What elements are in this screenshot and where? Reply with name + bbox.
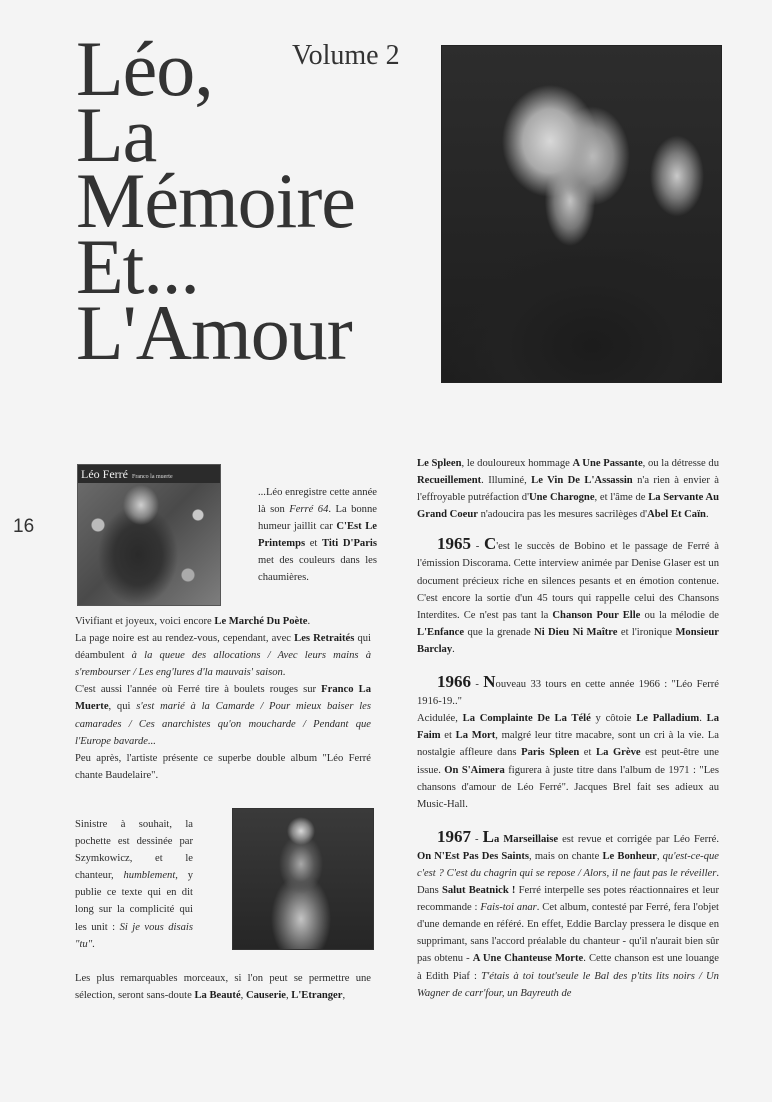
- rich-text: [258, 484, 377, 587]
- year-section-1967: 1967 - La Marseillaise est revue et corrigée par Léo Ferré. On N'Est Pas Des Saints, mais on chante Le Bonheur, qu'est-ce-que c'est ? C'est du chagrin qui se repose / Alors, il ne faut pas le réveiller. Dans Salut Beatnick ! Ferré interpelle ses potes réactionnaires et leur recommande : Fais-toi anar. Cet album, contesté par Ferré, fera l'objet d'une demande en référé. En effet, Eddie Barclay pressera le disque en supprimant, sans l'accord préalable du chanteur - qu'il n'aurait bien sûr pas obtenu - A Une Chanteuse Morte. Cette chanson est une louange à Edith Piaf : T'étais à toi tout'seule le Bal des p'tits lits noirs / Un Wagner de carr'four, un Bayreuth de: [417, 826, 720, 999]
- text-run: .: [705, 509, 709, 521]
- title-line: La: [76, 91, 157, 178]
- text-run: ,: [656, 850, 663, 862]
- text-run: .: [699, 713, 707, 725]
- song-title: Le Bonheur: [602, 850, 657, 862]
- album-cover-franco-la-muerte: [77, 464, 221, 606]
- song-title: Franco La Muerte: [75, 684, 371, 713]
- paragraph: [75, 681, 371, 749]
- song-title: La Complainte De La Télé: [462, 713, 591, 725]
- text-run: est revue et corrigée par Léo Ferré.: [558, 833, 719, 845]
- text-run: ,: [342, 990, 346, 1002]
- song-title: La Mort: [455, 730, 496, 742]
- song-title: Les Retraités: [294, 633, 355, 645]
- title-line: Léo,: [76, 25, 213, 112]
- rich-text: [75, 970, 371, 1004]
- left-column-text: [75, 613, 371, 784]
- volume-label: Volume 2: [292, 40, 400, 71]
- song-title: On S'Aimera: [444, 764, 505, 776]
- text-run: Les plus remarquables morceaux, si l'on peut se permettre une sélection, seront sans-doute: [75, 973, 371, 1002]
- text-run: Vivifiant et joyeux, voici encore: [75, 616, 215, 627]
- album-cover-baudelaire: [232, 808, 374, 950]
- text-run: .: [452, 643, 455, 655]
- text-run: Sinistre à souhait, la pochette est dessinée par Szymkowicz, et le chanteur,: [75, 819, 193, 882]
- paragraph: [75, 630, 371, 681]
- text-run: .: [307, 616, 311, 627]
- song-title: Salut Beatnick !: [441, 885, 516, 897]
- text-run: , le douloureux hommage: [461, 458, 573, 469]
- text-run: et: [579, 747, 597, 759]
- album-artist: Léo Ferré: [81, 467, 128, 481]
- text-run: , ou la détresse du: [642, 458, 719, 469]
- song-title: A Une Passante: [572, 458, 643, 469]
- song-title: C'Est Le Printemps: [258, 521, 377, 550]
- song-title: a: [493, 833, 504, 845]
- year-text: [417, 679, 719, 810]
- song-title: Une Charogne: [529, 492, 595, 504]
- song-title: A Une Chanteuse Morte: [472, 953, 584, 965]
- text-run: .: [92, 938, 95, 950]
- paragraph: [75, 750, 371, 784]
- sinistre-paragraph: [75, 816, 193, 953]
- song-title: La Beauté: [194, 990, 241, 1002]
- song-title: Le Vin De L'Assassin: [531, 475, 633, 487]
- text-run: . Dans: [417, 867, 719, 897]
- text-run: La page noire est au rendez-vous, cependant, avec: [75, 633, 295, 645]
- song-title: Ni Dieu Ni Maître: [534, 626, 618, 638]
- text-run: , et l'âme de: [594, 492, 649, 504]
- song-title: Abel Et Caïn: [647, 509, 706, 521]
- text-run: . Cet album, contesté par Ferré, fera l'objet d'une demande en référé. En effet, Eddie Barclay pressera le disque en supprimant, sans l'accord préalable du chanteur - qu'il n'aurait bien sûr pas obtenu -: [417, 902, 719, 965]
- text-run: figurera à juste titre dans l'album de 1971 : "Les chansons d'amour de Léo Ferré". Jacques Brel fait ses adieux au Music-Hall.: [417, 764, 719, 810]
- text-run: n'a rien à envier à l'effroyable putréfaction d': [417, 475, 720, 504]
- text-run: . Cette chanson est une louange à Edith Piaf :: [417, 953, 719, 982]
- text-run: ,: [285, 990, 292, 1002]
- year-text: [417, 541, 719, 655]
- album-cover-header: [78, 465, 220, 483]
- text-run: Acidulée,: [417, 713, 463, 725]
- page-number: 16: [13, 516, 35, 537]
- year-heading: 1965: [437, 534, 471, 554]
- main-photo: [441, 45, 722, 383]
- song-title: Le Spleen: [417, 458, 462, 469]
- song-title: La Grève: [596, 747, 641, 759]
- text-run: . La bonne humeur jaillit car: [258, 504, 377, 533]
- quote: T'étais à toi tout'seule le Bal des p'tits lits noirs / Un Wagner de carr'four, un Bayreuth de: [417, 970, 719, 999]
- text-run: qui déambulent: [75, 633, 371, 662]
- title-line: Mémoire: [76, 157, 355, 244]
- text-run: , qui: [108, 701, 137, 713]
- song-title: L'Etranger: [291, 990, 343, 1002]
- dropcap: L: [482, 826, 494, 846]
- text-run: , y publie ce texte qui en dit long sur la complicité qui les unit :: [75, 870, 193, 933]
- text-run: , malgré leur titre macabre, sont un cri à la vie. La nostalgie affleure dans: [417, 730, 719, 759]
- text-run: 'est le succès de Bobino et le passage de Ferré à l'émission Discorama. Cette interview animée par Denise Glaser est un document précieux riche en silences pesants et en émotion contenue. C'est encore la sortie d'un 45 tours qui rappelle celui des Chansons Interdites. Ce n'est pas tant la: [417, 541, 719, 621]
- quote: Ferré 64: [289, 504, 329, 516]
- song-title: Monsieur Barclay: [417, 626, 719, 655]
- song-title: Recueillement: [417, 475, 482, 487]
- song-title: La Faim: [417, 713, 719, 742]
- quote: à la queue des allocations / Avec leurs mains à s'rembourser / Les eng'lures d'la mauvais' saison: [75, 650, 371, 679]
- song-title: L'Enfance: [417, 626, 465, 638]
- year-text: [417, 834, 719, 999]
- song-title: Marseillaise: [503, 833, 559, 845]
- song-title: On N'Est Pas Des Saints: [417, 850, 530, 862]
- text-run: , mais on chante: [529, 850, 603, 862]
- quote: humblement: [123, 870, 176, 882]
- year-section-1965: 1965 - C'est le succès de Bobino et le passage de Ferré à l'émission Discorama. Cette interview animée par Denise Glaser est un document précieux riche en silences pesants et en émotion contenue. C'est encore la sortie d'un 45 tours qui rappelle celui des Chansons Interdites. Ce n'est pas tant la Chanson Pour Elle ou la mélodie de L'Enfance que la grenade Ni Dieu Ni Maître et l'ironique Monsieur Barclay.: [417, 534, 719, 655]
- song-title: Paris Spleen: [521, 747, 580, 759]
- text-run: ,: [240, 990, 246, 1002]
- right-column-text: [417, 455, 719, 1002]
- text-run: Peu après, l'artiste présente ce superbe double album "Léo Ferré chante Baudelaire".: [75, 752, 371, 781]
- text-run: C'est aussi l'année où Ferré tire à boulets rouges sur: [75, 684, 322, 696]
- text-run: ou la mélodie de: [640, 609, 719, 621]
- text-run: n'adoucira pas les mesures sacrilèges d': [477, 509, 648, 521]
- song-title: Causerie: [245, 990, 286, 1002]
- song-title: La Servante Au Grand Coeur: [417, 492, 719, 521]
- quote: qu'est-ce-que c'est ? C'est du chagrin qui se repose / Alors, il ne faut pas le réveiller: [417, 850, 720, 879]
- song-title: Titi D'Paris: [321, 538, 377, 550]
- text-run: met des couleurs dans les chaumières.: [258, 555, 377, 584]
- dropcap: N: [483, 672, 496, 692]
- title-line: L'Amour: [76, 289, 352, 376]
- text-run: . Illuminé,: [481, 475, 532, 487]
- text-run: Ferré interpelle ses potes réactionnaires et leur recommande :: [417, 885, 719, 914]
- text-run: .: [282, 667, 286, 679]
- year-section-1966: 1966 - Nouveau 33 tours en cette année 1966 : "Léo Ferré 1916-19.." Acidulée, La Complainte De La Télé y côtoie Le Palladium. La Faim et La Mort, malgré leur titre macabre, sont un cri à la vie. La nostalgie affleure dans Paris Spleen et La Grève est peut-être une issue. On S'Aimera figurera à juste titre dans l'album de 1971 : "Les chansons d'amour de Léo Ferré". Jacques Brel fait ses adieux au Music-Hall.: [417, 672, 719, 810]
- album-subtitle: Franco la muerte: [131, 474, 173, 480]
- text-run: et: [305, 538, 322, 550]
- text-run: que la grenade: [464, 626, 535, 638]
- year-heading: 1966: [437, 672, 471, 692]
- rich-text: [75, 816, 193, 953]
- text-run: et l'ironique: [617, 626, 676, 638]
- song-title: Le Palladium: [636, 713, 700, 725]
- continuation-paragraph: [417, 455, 719, 523]
- title-line: Et...: [76, 223, 199, 310]
- paragraph: [75, 613, 371, 630]
- year-heading: 1967: [437, 826, 471, 846]
- quote: Si je vous disais "tu": [75, 921, 193, 950]
- left-column-ending: [75, 970, 371, 1004]
- page-title: [76, 25, 355, 376]
- text-run: y côtoie: [590, 713, 637, 725]
- song-title: Chanson Pour Elle: [552, 609, 641, 621]
- text-run: est peut-être une issue.: [417, 747, 719, 776]
- intro-paragraph: [258, 484, 377, 587]
- text-run: et: [440, 730, 456, 742]
- quote: s'est marié à la Camarde / Pour mieux baiser les camarades / Ces anarchistes qu'on moucharde / Pendant que l'Europe bavarde...: [75, 701, 371, 747]
- text-run: ouveau 33 tours en cette année 1966 : "Léo Ferré 1916-19..": [417, 679, 719, 708]
- text-run: ...Léo enregistre cette année là son: [258, 487, 377, 516]
- quote: Fais-toi anar: [480, 902, 537, 914]
- song-title: Le Marché Du Poète: [214, 616, 308, 627]
- dropcap: C: [483, 534, 497, 554]
